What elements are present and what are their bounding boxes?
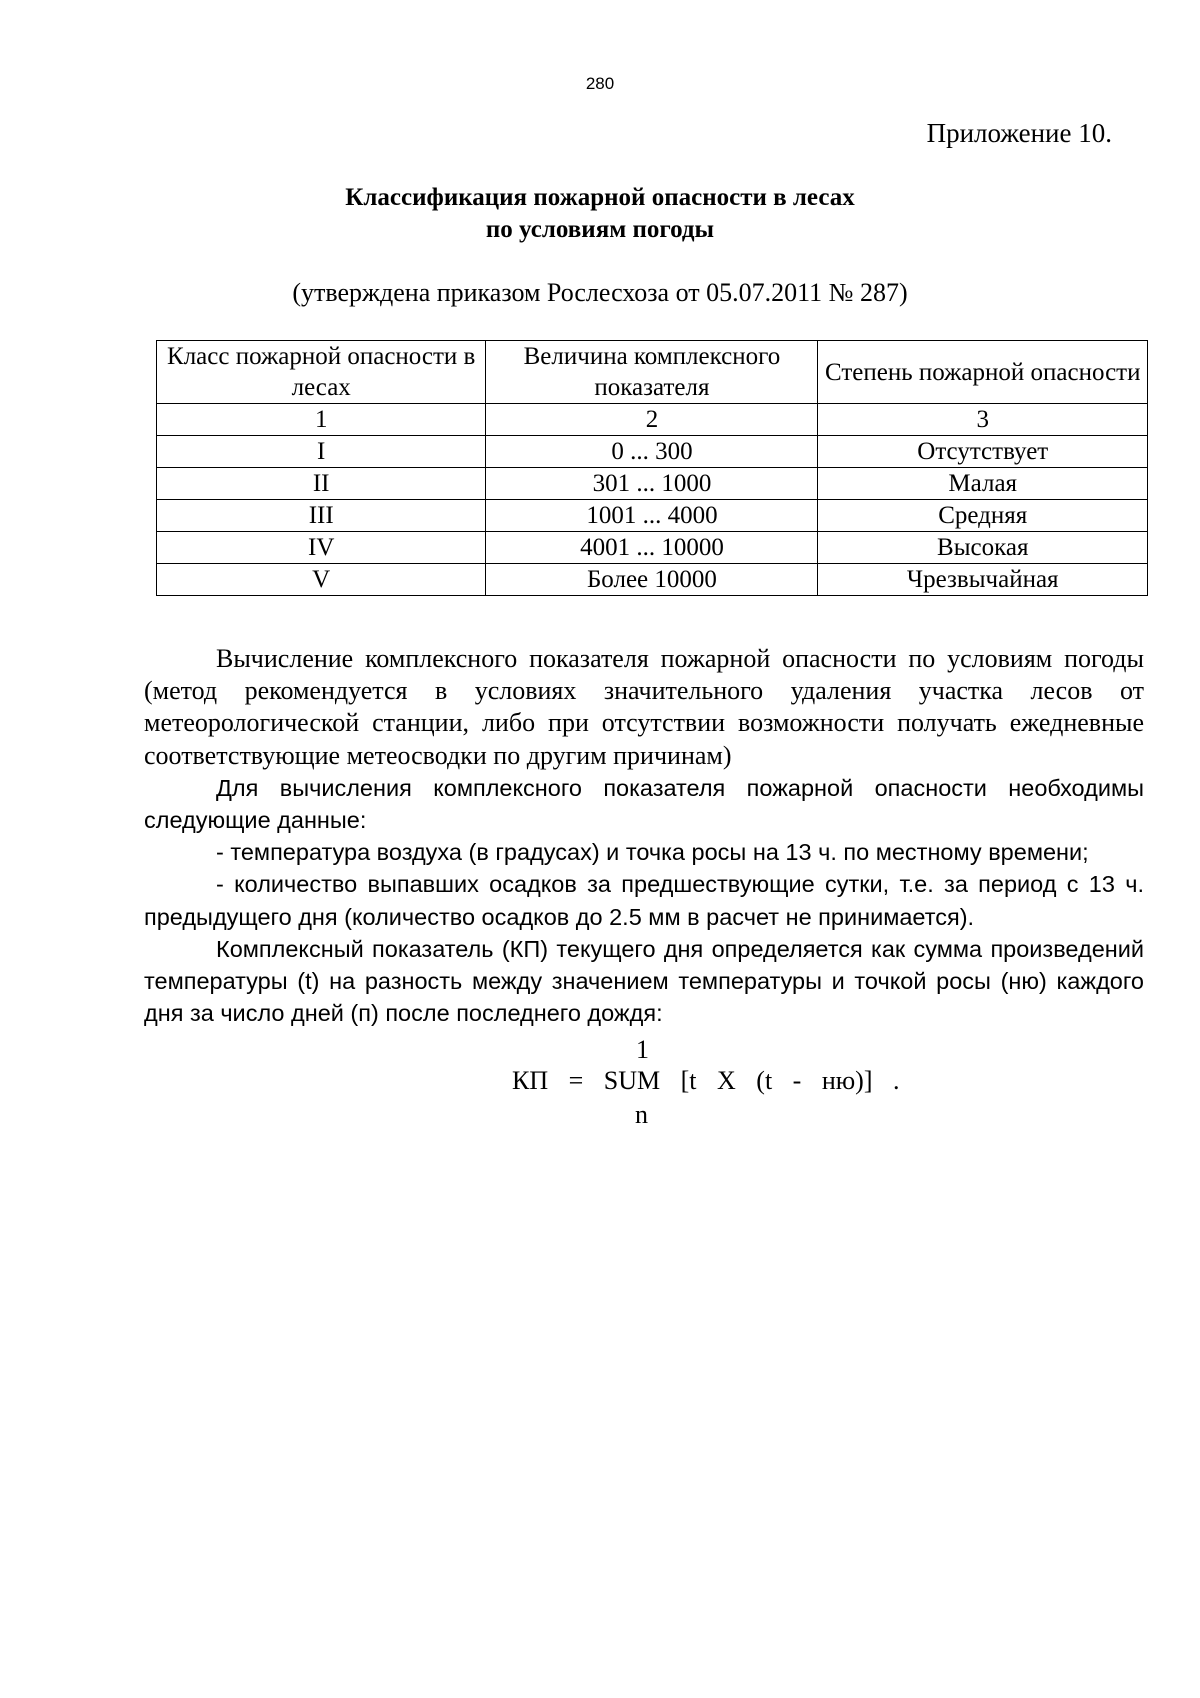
paragraph-temperature: - температура воздуха (в градусах) и точка росы на 13 ч. по местному времени; — [216, 839, 1089, 866]
table-number-cell: 1 — [157, 404, 486, 436]
paragraph-complex-index: Комплексный показатель (КП) текущего дня определяется как сумма произведений температуры (t) на разность между значением температуры и точкой росы (ню) каждого дня за число дней (п) после последнего дождя: — [144, 935, 1144, 1027]
table-number-cell: 2 — [486, 404, 818, 436]
table-cell: V — [157, 564, 486, 596]
table-cell: II — [157, 468, 486, 500]
table-cell: III — [157, 500, 486, 532]
paragraph-precipitation: - количество выпавших осадков за предшествующие сутки, т.е. за период с 13 ч. предыдущего дня (количество осадков до 2.5 мм в расчет не принимается). — [144, 871, 1144, 930]
table-cell: Высокая — [818, 532, 1148, 564]
table-header-cell: Величина комплексного показателя — [486, 341, 818, 404]
table-cell: Отсутствует — [818, 436, 1148, 468]
table-cell: Чрезвычайная — [818, 564, 1148, 596]
table-cell: 0 ... 300 — [486, 436, 818, 468]
table-cell: 1001 ... 4000 — [486, 500, 818, 532]
paragraph-required-data: Для вычисления комплексного показателя пожарной опасности необходимы следующие данные: — [144, 774, 1144, 834]
table-numbering-row — [157, 404, 1148, 436]
table-cell: Малая — [818, 468, 1148, 500]
paragraph-method: Вычисление комплексного показателя пожарной опасности по условиям погоды (метод рекомендуется в условиях значительного удаления участка лесов от метеорологической станции, либо при отсутствии возможности получать ежедневные соответствующие метеосводки по другим причинам) — [144, 644, 1144, 770]
table-row — [157, 500, 1148, 532]
table-cell: Более 10000 — [486, 564, 818, 596]
formula: КП = SUM [t X (t - ню)] . — [512, 1066, 900, 1095]
title-line-2: по условиям погоды — [485, 216, 715, 243]
fire-danger-table — [156, 340, 1148, 596]
table-header-cell: Степень пожарной опасности — [818, 341, 1148, 404]
approval-note: (утверждена приказом Рослесхоза от 05.07.2011 № 287) — [292, 278, 908, 307]
table-cell: IV — [157, 532, 486, 564]
body-text — [144, 643, 1144, 1029]
table-number-cell: 3 — [818, 404, 1148, 436]
formula-upper-limit: 1 — [636, 1035, 649, 1064]
appendix-label: Приложение 10. — [926, 118, 1112, 148]
formula-lower-limit: n — [635, 1100, 648, 1129]
document-title — [0, 182, 1200, 246]
table-row — [157, 436, 1148, 468]
title-line-1: Классификация пожарной опасности в лесах — [345, 184, 855, 211]
table-cell: Средняя — [818, 500, 1148, 532]
page-number: 280 — [585, 74, 615, 93]
table-cell: 301 ... 1000 — [486, 468, 818, 500]
table-cell: I — [157, 436, 486, 468]
table-row — [157, 532, 1148, 564]
table-row — [157, 564, 1148, 596]
table-header-row — [157, 341, 1148, 404]
table-cell: 4001 ... 10000 — [486, 532, 818, 564]
table-header-cell: Класс пожарной опасности в лесах — [157, 341, 486, 404]
table-row — [157, 468, 1148, 500]
